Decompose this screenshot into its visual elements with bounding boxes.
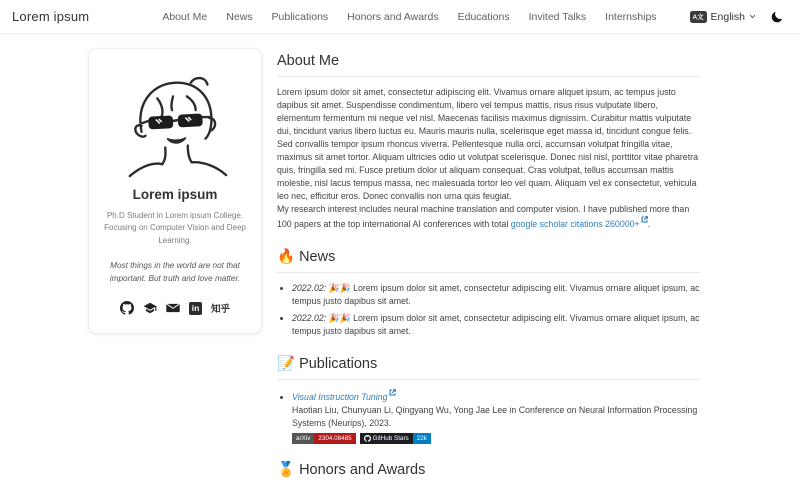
zhihu-icon[interactable]: 知乎 bbox=[210, 304, 230, 316]
external-link-icon bbox=[641, 216, 648, 223]
research-paragraph: My research interest includes neural machine translation and computer vision. I have published more than 100 papers at the top international AI conferences with total google scholar citations 260000+ . bbox=[277, 204, 690, 229]
language-selector[interactable] bbox=[690, 11, 756, 23]
publications-title: 📝 Publications bbox=[277, 355, 378, 372]
news-item: • 2022.02: 🎉🎉 Lorem ipsum dolor sit amet, consectetur adipiscing elit. Vivamus ornare aliquet ipsum, ac tempus justo dapibus sit amet. bbox=[292, 282, 700, 308]
divider bbox=[277, 272, 700, 273]
navbar-controls bbox=[690, 10, 784, 23]
profile-name: Lorem ipsum bbox=[132, 187, 218, 202]
scholar-citations-link[interactable]: google scholar citations 260000+ bbox=[511, 219, 648, 229]
arxiv-badge[interactable]: arXiv 2304.08485 bbox=[292, 433, 356, 444]
page-body bbox=[0, 34, 800, 495]
main-content bbox=[277, 48, 700, 495]
section-honors bbox=[277, 461, 700, 478]
about-me-title: About Me bbox=[277, 53, 340, 69]
linkedin-icon[interactable]: in bbox=[189, 302, 202, 315]
nav-item-news[interactable]: News bbox=[226, 10, 253, 23]
publications-list bbox=[277, 389, 700, 444]
email-icon[interactable] bbox=[166, 301, 180, 315]
divider bbox=[277, 379, 700, 380]
language-label: English bbox=[710, 10, 745, 23]
profile-card bbox=[88, 48, 262, 334]
google-scholar-icon[interactable] bbox=[143, 301, 157, 315]
profile-quote: Most things in the world are not that important. But truth and love matter. bbox=[109, 261, 241, 284]
section-news bbox=[277, 248, 700, 338]
section-publications bbox=[277, 355, 700, 444]
memo-icon: 📝 bbox=[277, 355, 296, 372]
translate-icon: A文 bbox=[690, 11, 707, 23]
dark-mode-toggle[interactable] bbox=[771, 10, 784, 23]
external-link-icon bbox=[389, 389, 396, 396]
publication-item bbox=[292, 389, 700, 444]
fire-icon: 🔥 bbox=[277, 248, 296, 265]
party-popper-icon: 🎉🎉 bbox=[328, 282, 351, 293]
section-about-me bbox=[277, 53, 700, 231]
main-nav bbox=[129, 11, 689, 23]
medal-icon: 🏅 bbox=[277, 461, 296, 478]
publication-badges bbox=[292, 433, 700, 444]
avatar bbox=[116, 61, 234, 179]
about-paragraph: Lorem ipsum dolor sit amet, consectetur adipiscing elit. Vivamus ornare aliquet ipsum, ac tempus justo dapibus sit amet. Suspendisse condimentum, libero vel tempus mattis, risus risus vulputate libero, elementum fermentum mi neque vel nisl. Maecenas facilisis maximus dignissim. Curabitur mattis vulputate dui, tincidunt varius libero luctus eu. Mauris mauris nulla, scelerisque eget massa id, tincidunt congue felis. Sed convallis tempor ipsum rhoncus viverra. Pellentesque nulla orci, accumsan volutpat fringilla vitae, maximus sit amet tortor. Aliquam ultricies odio ut volutpat scelerisque. Donec nisl nisl, porttitor vitae pharetra quis, fringilla sed mi. Fusce pretium dolor ut aliquam consequat. Cras volutpat, tellus accumsan mattis molestie, nisl lacus tempus massa, nec malesuada tortor leo vel quam. Aliquam vel ex consectetur, vehicula leo nec, efficitur eros. Donec convallis non urna quis feugiat. bbox=[277, 87, 698, 201]
nav-item-educations[interactable]: Educations bbox=[457, 10, 510, 23]
nav-item-invited-talks[interactable]: Invited Talks bbox=[528, 10, 587, 23]
nav-item-publications[interactable]: Publications bbox=[271, 10, 329, 23]
news-item: • 2022.02: 🎉🎉 Lorem ipsum dolor sit amet, consectetur adipiscing elit. Vivamus ornare aliquet ipsum, ac tempus justo dapibus sit amet. bbox=[292, 312, 700, 338]
chevron-down-icon bbox=[749, 13, 756, 20]
site-brand[interactable]: Lorem ipsum bbox=[12, 9, 90, 24]
top-navbar bbox=[0, 0, 800, 34]
github-stars-badge[interactable]: GitHub Stars 22k bbox=[360, 433, 431, 444]
publication-authors: Haotian Liu, Chunyuan Li, Qingyang Wu, Yong Jae Lee in Conference on Neural Information Processing Systems (Neurips), 2023. bbox=[292, 404, 698, 428]
nav-item-honors-and-awards[interactable]: Honors and Awards bbox=[347, 10, 439, 23]
nav-item-about-me[interactable]: About Me bbox=[162, 10, 208, 23]
nav-item-internships[interactable]: Internships bbox=[605, 10, 657, 23]
news-title: 🔥 News bbox=[277, 248, 336, 265]
news-list bbox=[277, 282, 700, 338]
github-icon[interactable] bbox=[120, 301, 134, 315]
social-links bbox=[101, 301, 249, 315]
profile-bio: Ph.D Student in Lorem ipsum College. Focusing on Computer Vision and Deep Learning. bbox=[104, 211, 246, 245]
divider bbox=[277, 76, 700, 77]
party-popper-icon: 🎉🎉 bbox=[328, 312, 351, 323]
publication-title-link[interactable]: Visual Instruction Tuning bbox=[292, 392, 396, 402]
honors-title: 🏅 Honors and Awards bbox=[277, 461, 426, 478]
github-icon bbox=[364, 435, 371, 442]
